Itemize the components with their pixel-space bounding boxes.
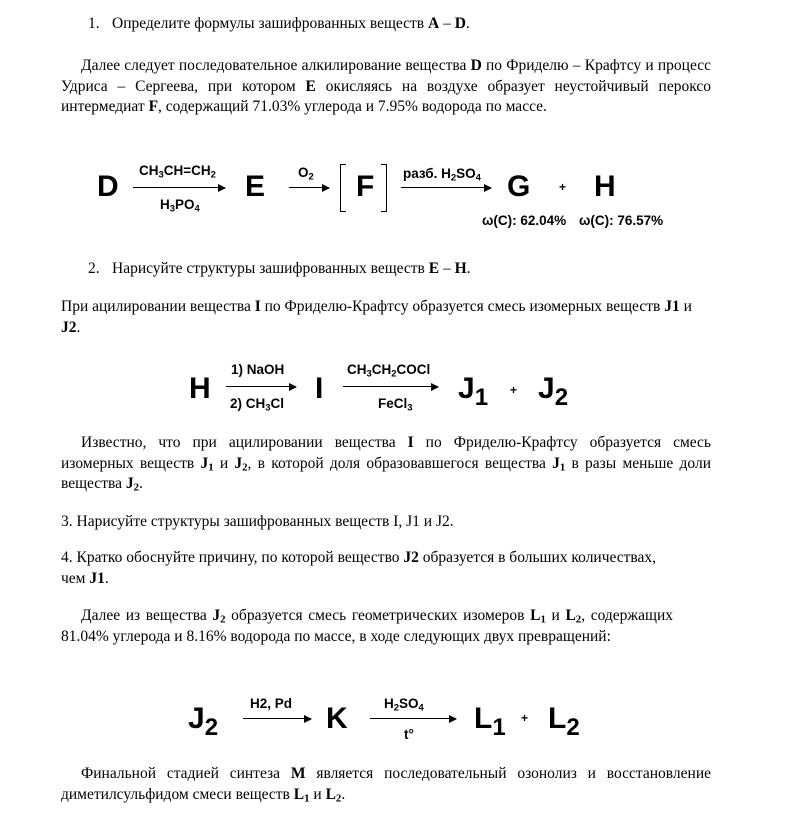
- reagent-propanoyl-chloride: $CH_3CH_2COCl$: [347, 362, 431, 380]
- compound-L1: $L_1$: [474, 702, 506, 742]
- compound-E: E: [245, 170, 266, 203]
- question-2-text: Нарисуйте структуры зашифрованных веществ E – H.: [112, 260, 471, 277]
- catalyst-fecl3: FeCl$_3$: [378, 396, 413, 414]
- compound-J2: $J_2$: [538, 372, 569, 412]
- question-3: 3. Нарисуйте структуры зашифрованных веществ I, J1 и J2.: [61, 513, 454, 530]
- compound-I: I: [315, 372, 324, 405]
- reagent-propene: $CH_3CH=CH_2$: [139, 163, 216, 181]
- compound-D: D: [97, 170, 119, 203]
- paragraph-4: Далее из вещества $J_2$ образуется смесь геометрических изомеров $L_1$ и $L_2$, содержащих 81.04% углерода и 8.16% водорода по массе, в ходе следующих двух превращений:: [61, 607, 673, 645]
- reagent-o2: $O_2$: [298, 165, 314, 183]
- arrow: [133, 187, 225, 188]
- condition-heat: t°: [404, 727, 414, 742]
- question-1-text: Определите формулы зашифрованных веществ A – D.: [112, 15, 470, 32]
- question-1-number: 1.: [88, 15, 100, 32]
- bracket-right: [381, 164, 387, 212]
- paragraph-3: Известно, что при ацилировании вещества I по Фриделю-Крафтсу образуется смесь изомерных веществ $J_1$ и $J_2$, в которой доля образовавшегося вещества $J_1$ в разы меньше доли вещества $J_2$.: [61, 434, 712, 494]
- arrow: [343, 386, 438, 387]
- reagent-h2so4: $H_2SO_4$: [384, 696, 424, 714]
- compound-G: G: [507, 170, 531, 203]
- compound-L2: $L_2$: [548, 702, 580, 742]
- paragraph-2: При ацилировании вещества I по Фриделю-Крафтсу образуется смесь изомерных веществ J1 и J2.: [61, 298, 692, 336]
- compound-H: H: [189, 372, 211, 405]
- compound-F: F: [356, 170, 375, 203]
- compound-H: H: [594, 170, 616, 203]
- plus-sign: +: [559, 180, 567, 194]
- reagent-ch3cl: 2) $CH_3Cl$: [230, 396, 285, 414]
- reagent-h2-pd: H2, Pd: [250, 696, 293, 711]
- paragraph-5: Финальной стадией синтеза M является последовательный озонолиз и восстановление диметилсульфидом смеси веществ $L_1$ и $L_2$.: [61, 765, 711, 805]
- reagent-naoh: 1) NaOH: [231, 362, 285, 377]
- arrow: [401, 187, 491, 188]
- paragraph-1: Далее следует последовательное алкилирование вещества D по Фриделю – Крафтсу и процесс Удриса – Сергеева, при котором E окисляясь на воздухе образует неустойчивый пероксо интермедиат F, содержащий 71.03% углерода и 7.95% водорода по массе.: [61, 57, 711, 115]
- arrow: [243, 718, 311, 719]
- arrow: [289, 187, 329, 188]
- compound-J2: $J_2$: [188, 702, 219, 742]
- G-carbon-fraction: ω(C): 62.04%: [482, 213, 567, 228]
- arrow: [226, 386, 296, 387]
- question-4: 4. Кратко обоснуйте причину, по которой вещество J2 образуется в больших количествах, чем J1.: [61, 549, 657, 587]
- question-2-number: 2.: [88, 260, 100, 277]
- plus-sign: +: [521, 711, 529, 725]
- H-carbon-fraction: ω(C): 76.57%: [579, 213, 664, 228]
- bracket-left: [340, 164, 346, 212]
- compound-K: K: [326, 702, 348, 735]
- arrow: [370, 718, 456, 719]
- reagent-dilute-h2so4: разб. $H_2SO_4$: [403, 166, 481, 184]
- compound-J1: $J_1$: [458, 372, 489, 412]
- catalyst-h3po4: $H_3PO_4$: [160, 197, 200, 215]
- plus-sign: +: [510, 383, 518, 397]
